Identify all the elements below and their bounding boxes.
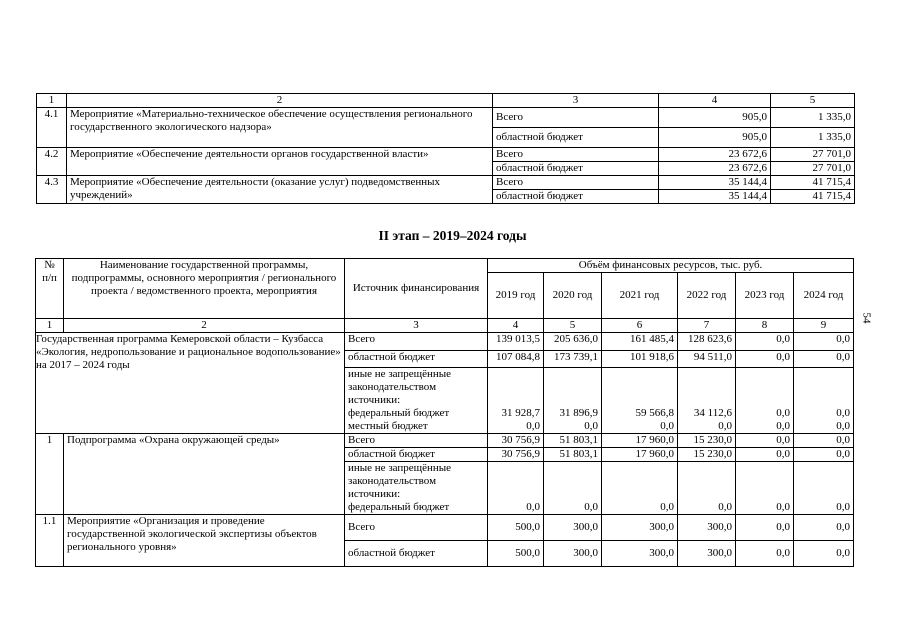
value-cell: 0,0 — [736, 541, 794, 567]
measure-name: Мероприятие «Организация и проведение государственной экологической экспертизы объектов регионального уровня» — [64, 515, 345, 567]
value-cell — [736, 368, 794, 408]
value-cell: 905,0 — [659, 108, 771, 128]
year-2019: 2019 год — [488, 273, 544, 319]
value-cell — [678, 368, 736, 408]
table-row — [36, 434, 854, 448]
value-cell: 0,0 — [794, 501, 854, 515]
value-cell — [678, 462, 736, 502]
source-cell: Всего — [345, 434, 488, 448]
source-cell: Всего — [493, 148, 659, 162]
table1-col-5: 5 — [771, 94, 855, 108]
value-cell — [794, 368, 854, 408]
source-cell: федеральный бюджет — [345, 407, 488, 420]
value-cell: 27 701,0 — [771, 162, 855, 176]
source-cell: Всего — [345, 333, 488, 351]
year-2021: 2021 год — [602, 273, 678, 319]
row-number: 4.2 — [37, 148, 67, 176]
value-cell: 0,0 — [736, 501, 794, 515]
col-number: 4 — [488, 319, 544, 333]
col-number: 9 — [794, 319, 854, 333]
value-cell: 300,0 — [678, 541, 736, 567]
source-cell: областной бюджет — [493, 190, 659, 204]
year-2024: 2024 год — [794, 273, 854, 319]
value-cell: 1 335,0 — [771, 108, 855, 128]
source-cell: Всего — [345, 515, 488, 541]
col-number: 3 — [345, 319, 488, 333]
source-cell: Всего — [493, 108, 659, 128]
table-stage-2 — [35, 258, 854, 567]
col-number: 7 — [678, 319, 736, 333]
value-cell: 300,0 — [678, 515, 736, 541]
row-name: Мероприятие «Обеспечение деятельности (оказание услуг) подведомственных учреждений» — [67, 176, 493, 204]
subprogram-name: Подпрограмма «Охрана окружающей среды» — [64, 434, 345, 515]
table-row — [37, 108, 855, 128]
head-source: Источник финансирования — [345, 259, 488, 319]
table-row — [36, 515, 854, 541]
value-cell — [488, 462, 544, 502]
row-number: 1.1 — [36, 515, 64, 567]
value-cell: 41 715,4 — [771, 190, 855, 204]
row-number: 4.1 — [37, 108, 67, 148]
source-cell: областной бюджет — [345, 448, 488, 462]
source-cell: иные не запрещённые законодательством источники: — [345, 462, 488, 502]
value-cell: 59 566,8 — [602, 407, 678, 420]
source-cell: иные не запрещённые законодательством источники: — [345, 368, 488, 408]
col-number: 6 — [602, 319, 678, 333]
value-cell: 0,0 — [736, 434, 794, 448]
year-2022: 2022 год — [678, 273, 736, 319]
value-cell: 31 896,9 — [544, 407, 602, 420]
value-cell: 23 672,6 — [659, 162, 771, 176]
head-number: № п/п — [36, 259, 64, 319]
head-name: Наименование государственной программы, подпрограммы, основного мероприятия / регионального проекта / ведомственного проекта, мероприятия — [64, 259, 345, 319]
value-cell: 0,0 — [488, 501, 544, 515]
value-cell: 300,0 — [602, 515, 678, 541]
col-number: 1 — [36, 319, 64, 333]
table-stage-1 — [36, 93, 855, 204]
value-cell: 0,0 — [736, 420, 794, 434]
value-cell: 0,0 — [736, 407, 794, 420]
table1-col-2: 2 — [67, 94, 493, 108]
value-cell — [736, 462, 794, 502]
value-cell: 51 803,1 — [544, 434, 602, 448]
value-cell: 0,0 — [794, 333, 854, 351]
value-cell: 17 960,0 — [602, 434, 678, 448]
value-cell: 0,0 — [794, 420, 854, 434]
value-cell: 101 918,6 — [602, 351, 678, 368]
value-cell: 51 803,1 — [544, 448, 602, 462]
value-cell: 0,0 — [544, 420, 602, 434]
table1-header-row — [37, 94, 855, 108]
value-cell: 107 084,8 — [488, 351, 544, 368]
value-cell: 128 623,6 — [678, 333, 736, 351]
value-cell: 0,0 — [736, 448, 794, 462]
value-cell: 0,0 — [488, 420, 544, 434]
value-cell: 0,0 — [736, 333, 794, 351]
value-cell: 30 756,9 — [488, 434, 544, 448]
value-cell: 0,0 — [794, 515, 854, 541]
stage-title: II этап – 2019–2024 годы — [378, 228, 527, 243]
value-cell: 0,0 — [794, 448, 854, 462]
value-cell: 0,0 — [736, 515, 794, 541]
table-row — [36, 333, 854, 351]
value-cell: 35 144,4 — [659, 176, 771, 190]
source-cell: областной бюджет — [493, 162, 659, 176]
value-cell: 34 112,6 — [678, 407, 736, 420]
value-cell: 300,0 — [602, 541, 678, 567]
value-cell: 139 013,5 — [488, 333, 544, 351]
value-cell: 0,0 — [736, 351, 794, 368]
value-cell: 0,0 — [544, 501, 602, 515]
source-cell: областной бюджет — [345, 541, 488, 567]
source-cell: областной бюджет — [345, 351, 488, 368]
table1-col-4: 4 — [659, 94, 771, 108]
table1-col-1: 1 — [37, 94, 67, 108]
value-cell — [602, 462, 678, 502]
table2-header-row — [36, 259, 854, 273]
value-cell: 161 485,4 — [602, 333, 678, 351]
value-cell: 0,0 — [794, 351, 854, 368]
value-cell — [488, 368, 544, 408]
value-cell: 1 335,0 — [771, 128, 855, 148]
value-cell: 173 739,1 — [544, 351, 602, 368]
value-cell: 500,0 — [488, 541, 544, 567]
value-cell — [544, 462, 602, 502]
page-number: 54 — [860, 312, 873, 324]
value-cell: 0,0 — [678, 420, 736, 434]
value-cell: 300,0 — [544, 541, 602, 567]
value-cell: 15 230,0 — [678, 434, 736, 448]
col-number: 5 — [544, 319, 602, 333]
row-name: Мероприятие «Обеспечение деятельности органов государственной власти» — [67, 148, 493, 176]
value-cell: 500,0 — [488, 515, 544, 541]
value-cell: 0,0 — [794, 434, 854, 448]
value-cell: 905,0 — [659, 128, 771, 148]
col-number: 2 — [64, 319, 345, 333]
source-cell: Всего — [493, 176, 659, 190]
source-cell: областной бюджет — [493, 128, 659, 148]
value-cell: 0,0 — [602, 420, 678, 434]
year-2023: 2023 год — [736, 273, 794, 319]
value-cell: 205 636,0 — [544, 333, 602, 351]
value-cell: 35 144,4 — [659, 190, 771, 204]
col-number: 8 — [736, 319, 794, 333]
head-volume: Объём финансовых ресурсов, тыс. руб. — [488, 259, 854, 273]
year-2020: 2020 год — [544, 273, 602, 319]
value-cell: 17 960,0 — [602, 448, 678, 462]
value-cell: 0,0 — [794, 541, 854, 567]
value-cell: 23 672,6 — [659, 148, 771, 162]
value-cell: 0,0 — [794, 407, 854, 420]
value-cell — [602, 368, 678, 408]
program-name: Государственная программа Кемеровской области – Кузбасса «Экология, недропользование и рациональное водопользование» на 2017 – 2024 годы — [36, 333, 345, 434]
row-number: 1 — [36, 434, 64, 515]
value-cell: 0,0 — [602, 501, 678, 515]
table-row — [37, 176, 855, 190]
value-cell: 0,0 — [678, 501, 736, 515]
table-row — [37, 148, 855, 162]
table1-col-3: 3 — [493, 94, 659, 108]
source-cell: федеральный бюджет — [345, 501, 488, 515]
table2-col-numbers-row — [36, 319, 854, 333]
row-name: Мероприятие «Материально-техническое обеспечение осуществления регионального государственного экологического надзора» — [67, 108, 493, 148]
value-cell: 94 511,0 — [678, 351, 736, 368]
value-cell — [544, 368, 602, 408]
value-cell — [794, 462, 854, 502]
value-cell: 27 701,0 — [771, 148, 855, 162]
row-number: 4.3 — [37, 176, 67, 204]
value-cell: 31 928,7 — [488, 407, 544, 420]
value-cell: 41 715,4 — [771, 176, 855, 190]
source-cell: местный бюджет — [345, 420, 488, 434]
value-cell: 15 230,0 — [678, 448, 736, 462]
value-cell: 30 756,9 — [488, 448, 544, 462]
value-cell: 300,0 — [544, 515, 602, 541]
